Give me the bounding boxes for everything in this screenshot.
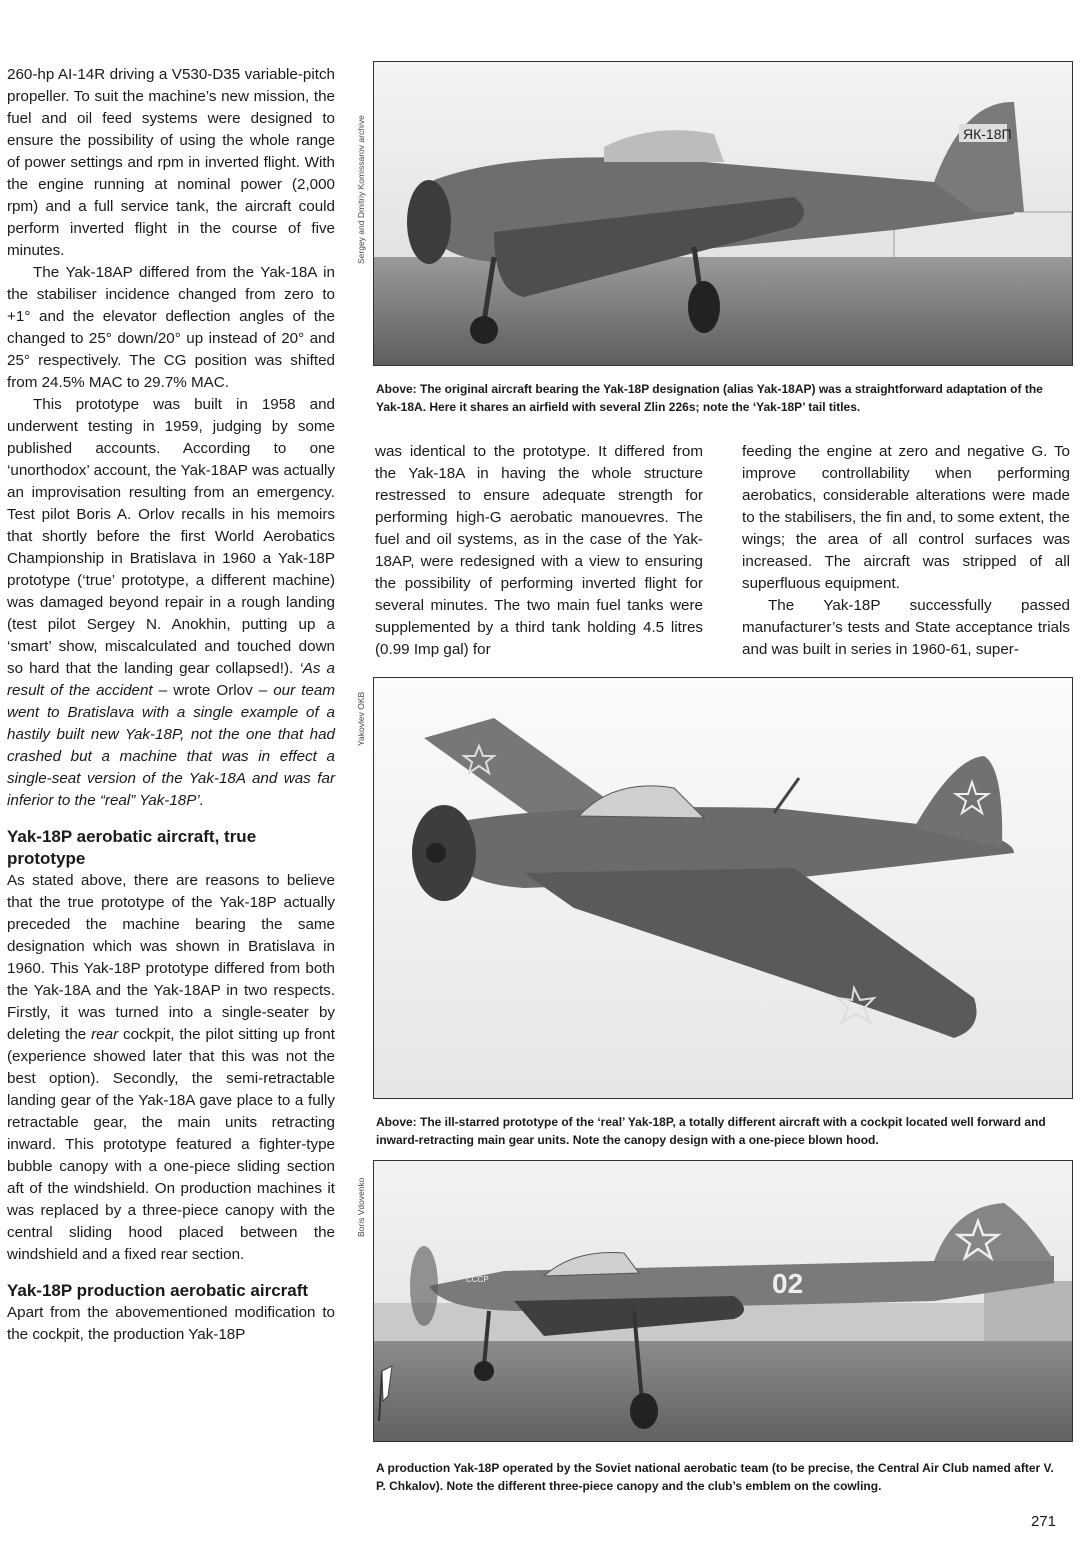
photo-credit: Yakovlev OKB bbox=[356, 691, 366, 746]
photo-caption: A production Yak-18P operated by the Soviet national aerobatic team (to be precise, the Central Air Club named after V. P. Chkalov). Note the different three-piece canopy and the club’s emblem on the cowling. bbox=[376, 1461, 1054, 1493]
fuselage-number-text: 02 bbox=[772, 1268, 804, 1299]
paragraph-text: cockpit, the pilot sitting up front (experience showed later that this was not the best option). Secondly, the semi-retractable landing gear of the Yak-18A gave place to a fully retractable gear, the main units retracting inward. This prototype featured a fighter-type bubble canopy with a one-piece sliding section aft of the windshield. On production machines it was replaced by a three-piece canopy with the central sliding hood placed between the windshield and a fixed rear section. bbox=[7, 1026, 335, 1263]
emphasis-text: rear bbox=[91, 1026, 119, 1043]
aircraft-photo-image bbox=[374, 1161, 1072, 1441]
aircraft-photo-image bbox=[374, 678, 1072, 1098]
body-paragraph bbox=[7, 394, 335, 812]
cowl-emblem-text: СССР bbox=[466, 1275, 489, 1284]
body-paragraph: was identical to the prototype. It differed from the Yak-18A in having the whole structure restressed to ensure adequate strength for performing high-G aerobatic manouevres. The fuel and oil systems, as in the case of the Yak-18AP, were redesigned with a view to ensuring the possibility of performing inverted flight for several minutes. The two main fuel tanks were supplemented by a third tank holding 4.5 litres (0.99 Imp gal) for bbox=[375, 443, 703, 658]
photo-credit: Sergey and Dmitriy Komissarov archive bbox=[356, 115, 366, 264]
page-number: 271 bbox=[1030, 1513, 1056, 1530]
quote-attribution: – wrote Orlov – bbox=[152, 682, 274, 699]
paragraph-text: This prototype was built in 1958 and underwent testing in 1959, judging by some published accounts. According to one ‘unorthodox’ account, the Yak-18AP was actually an improvisation resulting from an emergency. Test pilot Boris A. Orlov recalls in his memoirs that shortly before the first World Aerobatics Championship in Bratislava in 1960 a Yak-18P prototype (‘true’ prototype, a different machine) was damaged beyond repair in a rough landing (test pilot Sergey N. Anokhin, putting up a ‘smart’ show, miscalculated and touched down so hard that the landing gear collapsed!). bbox=[7, 396, 335, 677]
photo-caption: Above: The original aircraft bearing the Yak-18P designation (alias Yak-18AP) was a straightforward adaptation of the Yak-18A. Here it shares an airfield with several Zlin 226s; note the ‘Yak-18P’ tail titles. bbox=[376, 382, 1043, 414]
left-column bbox=[7, 64, 335, 1346]
right-column bbox=[742, 441, 1070, 661]
quote-text: ‘As a result of the accident bbox=[7, 660, 335, 699]
section-heading: Yak-18P aerobatic aircraft, true prototype bbox=[7, 827, 257, 868]
section-heading: Yak-18P production aerobatic aircraft bbox=[7, 1281, 309, 1300]
photo-caption: Above: The ill-starred prototype of the ‘real’ Yak-18P, a totally different aircraft with a cockpit located well forward and inward-retracting main gear units. Note the canopy design with a one-piece blown hood. bbox=[376, 1115, 1046, 1147]
aircraft-photo-image bbox=[374, 62, 1072, 365]
body-paragraph bbox=[7, 870, 335, 1266]
photo-yak18p-production bbox=[373, 1160, 1073, 1442]
body-paragraph: 260-hp AI-14R driving a V530-D35 variable-pitch propeller. To suit the machine’s new mission, the fuel and oil feed systems were designed to ensure the possibility of using the whole range of power settings and rpm in inverted flight. With the engine running at nominal power (2,000 rpm) and a full service tank, the aircraft could perform inverted flight in the course of five minutes. bbox=[7, 66, 335, 259]
body-paragraph: The Yak-18P successfully passed manufacturer’s tests and State acceptance trials and was built in series in 1960-61, super- bbox=[742, 597, 1070, 658]
quote-text: our team went to Bratislava with a single example of a hastily built new Yak-18P, not the one that had crashed but a machine that was in effect a single-seat version of the Yak-18A and was far inferior to the “real” Yak-18P’. bbox=[7, 682, 335, 809]
photo-yak18ap bbox=[373, 61, 1073, 366]
body-paragraph: Apart from the abovementioned modification to the cockpit, the production Yak-18P bbox=[7, 1304, 335, 1343]
tail-title-text: ЯК-18П bbox=[963, 126, 1012, 142]
mid-column bbox=[375, 441, 703, 661]
body-paragraph: feeding the engine at zero and negative G. To improve controllability when performing aerobatics, considerable alterations were made to the stabilisers, the fin and, to some extent, the wings; the area of all control surfaces was increased. The aircraft was stripped of all superfluous equipment. bbox=[742, 443, 1070, 592]
photo-yak18p-prototype bbox=[373, 677, 1073, 1099]
photo-credit: Boris Vdovenko bbox=[356, 1177, 366, 1237]
body-paragraph: The Yak-18AP differed from the Yak-18A in the stabiliser incidence changed from zero to +1° and the elevator deflection angles of the changed to 25° down/20° up instead of 20° and 25° respectively. The CG position was shifted from 24.5% MAC to 29.7% MAC. bbox=[7, 264, 335, 391]
paragraph-text: As stated above, there are reasons to believe that the true prototype of the Yak-18P actually preceded the machine bearing the same designation which was shown in Bratislava in 1960. This Yak-18P prototype differed from both the Yak-18A and the Yak-18AP in two respects. Firstly, it was turned into a single-seater by deleting the bbox=[7, 872, 335, 1043]
